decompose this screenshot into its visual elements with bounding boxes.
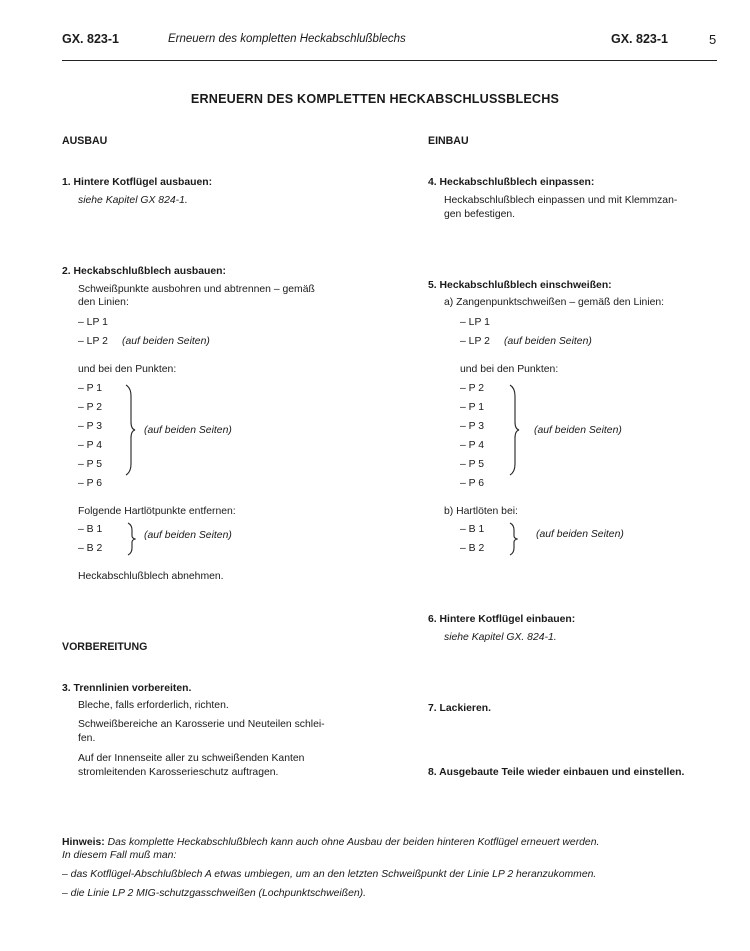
step-2-lines-note: (auf beiden Seiten) <box>122 336 210 347</box>
step-2-final: Heckabschlußblech abnehmen. <box>78 571 224 582</box>
brace-braze-left <box>126 522 136 556</box>
step-3-title <box>62 683 191 694</box>
step-1-text: siehe Kapitel GX 824-1. <box>78 195 188 206</box>
page-title: ERNEUERN DES KOMPLETTEN HECKABSCHLUSSBLECHS <box>190 92 560 106</box>
step-2-point-item: – P 1 <box>78 383 103 394</box>
section-heading-einbau: EINBAU <box>428 135 469 147</box>
step-3-text-2-line1: Schweißbereiche an Karosserie und Neuteilen schlei- <box>78 719 325 730</box>
brace-points-left <box>124 384 136 476</box>
step-5-points-note: (auf beiden Seiten) <box>534 425 622 436</box>
step-5-braze-item: – B 1 <box>460 524 485 535</box>
step-2-braze-note: (auf beiden Seiten) <box>144 530 232 541</box>
header-rule <box>62 60 717 61</box>
hinweis-bullet-1: – das Kotflügel-Abschlußblech A etwas umbiegen, um an den letzten Schweißpunkt der Linie LP 2 heranzukommen. <box>62 869 597 880</box>
step-5-lines-note: (auf beiden Seiten) <box>504 336 592 347</box>
step-2-text-line2: den Linien: <box>78 297 129 308</box>
step-2-points-note: (auf beiden Seiten) <box>144 425 232 436</box>
step-5-line-item: – LP 2 <box>460 336 490 347</box>
step-4-text-line1: Heckabschlußblech einpassen und mit Klemmzan- <box>444 195 678 206</box>
step-2-braze-item: – B 2 <box>78 543 103 554</box>
step-8-title: 8. Ausgebaute Teile wieder einbauen und einstellen. <box>428 767 685 778</box>
step-2-point-item: – P 6 <box>78 478 103 489</box>
page-number: 5 <box>709 32 717 47</box>
hinweis-bullet-2: – die Linie LP 2 MIG-schutzgasschweißen (Lochpunktschweißen). <box>62 888 366 899</box>
hinweis-text-line1: Das komplette Heckabschlußblech kann auch ohne Ausbau der beiden hinteren Kotflügel erneuert werden. <box>107 837 600 848</box>
step-6-title: 6. Hintere Kotflügel einbauen: <box>428 614 576 625</box>
step-2-points-intro: und bei den Punkten: <box>78 364 177 375</box>
brace-points-right <box>508 384 520 476</box>
step-2-point-item: – P 4 <box>78 440 103 451</box>
step-5-point-item: – P 5 <box>460 459 485 470</box>
step-2-line-item: – LP 1 <box>78 317 108 328</box>
step-3-title-text: 3. Trennlinien vorbereiten. <box>62 683 192 694</box>
step-4-title: 4. Heckabschlußblech einpassen: <box>428 177 595 188</box>
section-heading-ausbau: AUSBAU <box>62 135 108 147</box>
step-2-point-item: – P 5 <box>78 459 103 470</box>
step-5-braze-item: – B 2 <box>460 543 485 554</box>
step-6-text: siehe Kapitel GX. 824-1. <box>444 632 557 643</box>
step-5-line-item: – LP 1 <box>460 317 490 328</box>
step-2-braze-intro: Folgende Hartlötpunkte entfernen: <box>78 506 236 517</box>
step-3-text-3-line2: stromleitenden Karosserieschutz auftragen. <box>78 767 279 778</box>
step-3-text-2-line2: fen. <box>78 733 96 744</box>
header-subtitle: Erneuern des kompletten Heckabschlußblechs <box>168 33 406 45</box>
header-code-left: GX. 823-1 <box>62 32 119 46</box>
step-5-title: 5. Heckabschlußblech einschweißen: <box>428 280 612 291</box>
step-5-points-intro: und bei den Punkten: <box>460 364 559 375</box>
hinweis-text-line2: In diesem Fall muß man: <box>62 850 177 861</box>
step-5-braze-note: (auf beiden Seiten) <box>536 529 624 540</box>
step-2-title: 2. Heckabschlußblech ausbauen: <box>62 266 226 277</box>
step-3-text-1: Bleche, falls erforderlich, richten. <box>78 700 229 711</box>
step-2-text-line1: Schweißpunkte ausbohren und abtrennen – gemäß <box>78 284 315 295</box>
step-5-a-text: a) Zangenpunktschweißen – gemäß den Linien: <box>444 297 665 308</box>
step-5-point-item: – P 2 <box>460 383 485 394</box>
header-code-right: GX. 823-1 <box>611 32 668 46</box>
step-3-text-3-line1: Auf der Innenseite aller zu schweißenden Kanten <box>78 753 305 764</box>
section-heading-vorbereitung: VORBEREITUNG <box>62 641 148 653</box>
step-2-braze-item: – B 1 <box>78 524 103 535</box>
hinweis-label: Hinweis: <box>62 837 105 848</box>
hinweis-line1 <box>62 837 599 848</box>
step-4-text-line2: gen befestigen. <box>444 209 516 220</box>
step-1-title: 1. Hintere Kotflügel ausbauen: <box>62 177 213 188</box>
step-5-b-text: b) Hartlöten bei: <box>444 506 518 517</box>
step-7-title: 7. Lackieren. <box>428 703 491 714</box>
step-2-point-item: – P 2 <box>78 402 103 413</box>
step-2-line-item: – LP 2 <box>78 336 108 347</box>
brace-braze-right <box>508 522 518 556</box>
step-5-point-item: – P 4 <box>460 440 485 451</box>
step-2-point-item: – P 3 <box>78 421 103 432</box>
step-5-point-item: – P 3 <box>460 421 485 432</box>
step-5-point-item: – P 6 <box>460 478 485 489</box>
step-5-point-item: – P 1 <box>460 402 485 413</box>
